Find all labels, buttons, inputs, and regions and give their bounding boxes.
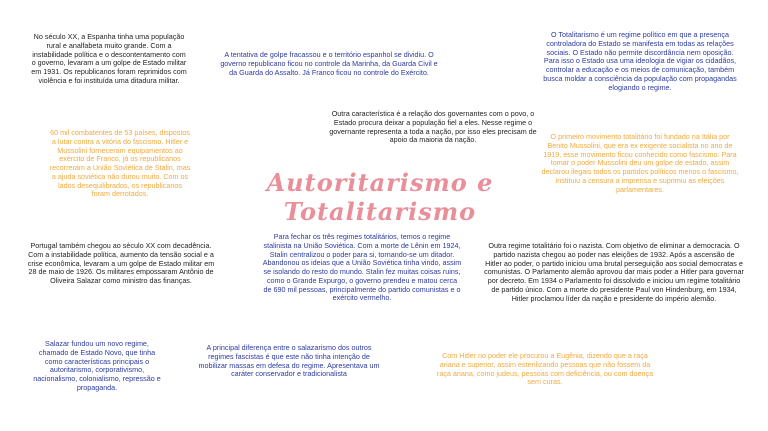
nazism-note: Outra regime totalitário foi o nazista. Com objetivo de eliminar a democracia. O partido nazista chegou ao poder nas eleições de 1932. Após a ascensão de Hitler ao poder, o partido iniciou uma brutal perseguição aos social democratas e comunistas. O Parlamento alemão aprovou dar mais poder a Hitler para governar por decreto. Em 1934 o Parlamento foi dissolvido e iniciou um regime totalitário de partido único. Com a morte do presidente Paul von Hindenburg, em 1934, Hitler proclamou líder da nação e presidente do império alemão. xyxy=(484,241,744,303)
estado-novo-note: Salazar fundou um novo regime, chamado de Estado Novo, que tinha como características principais o autoritarismo, corporativismo, nacionalismo, colonialismo, repressão e propaganda. xyxy=(33,339,161,392)
salazarism-difference-note: A principal diferença entre o salazarismo dos outros regimes fascistas é que este não tinha intenção de mobilizar massas em defesa do regime. Apresentava um caráter conservador e tradicionalista xyxy=(198,343,380,379)
totalitarianism-definition-note: O Totalitarismo é um regime político em que a presença controladora do Estado se manifesta em todas as relações sociais. O Estado não permite discordância nem oposição. Para isso o Estado usa uma ideologia de vigiar os cidadãos, controlar a educação e os meios de comunicação, também busca moldar a consciência da população com propagandas elogiando o regime. xyxy=(543,30,737,92)
stalinism-note: Para fechar os três regimes totalitários, temos o regime stalinista na União Soviética. Com a morte de Lênin em 1924, Stalin centralizou o poder para si, tornando-se um ditador. Abandonou os ideias que a União Soviética tinha vindo, assim se isolando do resto do mundo. Stalin fez muitas coisas ruins, como o Grande Expurgo, o governo prendeu e matou cerca de 690 mil pessoas, principalmente do partido comunistas e o exército vermelho. xyxy=(262,232,462,303)
spanish-civil-war-note: 60 mil combatentes de 53 países, dispostos a lutar contra a vitória do fascismo. Hitler e Mussolini forneceram equipamentos ao exército de Franco, já os republicanos recorreram a União Soviética de Stalin, mas a ajuda soviética não durou muito. Com os lados desequilibrados, os republicanos foram derrotados. xyxy=(49,128,191,199)
page-title: Autoritarismo e Totalitarismo xyxy=(266,168,494,226)
spain-coup-note: A tentativa de golpe fracassou e o território espanhol se dividiu. O governo republicano ficou no controle da Marinha, da Guarda Civil e da Guarda do Assalto. Já Franco ficou no controle do Exército. xyxy=(220,50,438,77)
fascism-italy-note: O primeiro movimento totalitário foi fundado na Itália por Benito Mussolini, que era ex exigente socialista no ano de 1919, esse movimento ficou conhecido como fascismo. Para tomar o poder Mussolini deu um golpe de estado, assim declarou ilegais todos os partidos políticos menos o fascismo, instituiu a censura a imprensa e suprimiu as eleições parlamentares. xyxy=(541,132,739,194)
governance-characteristic-note: Outra característica é a relação dos governantes com o povo, o Estado procura deixar a população fiel a eles. Nesse regime o governante representa a toda a nação, por isso eles precisam de apoio da maioria da nação. xyxy=(329,109,537,145)
spain-context-note: No século XX, a Espanha tinha uma população rural e analfabeta muito grande. Com a instabilidade política e o descontentamento com o governo, levaram a um golpe de Estado militar em 1931. Os republicanos foram reprimidos com violência e foi instituída uma ditadura militar. xyxy=(31,32,187,85)
portugal-coup-note: Portugal também chegou ao século XX com decadência. Com a instabilidade política, aumento da tensão social e a crise econômica, levaram a um golpe de Estado militar em 28 de maio de 1926. Os militares empossaram Antônio de Oliveira Salazar como ministro das finanças. xyxy=(27,241,215,286)
eugenics-note: Com Hitler no poder ele procurou a Eugênia, dizendo que a raça ariana e superior, assim esterilizando pessoas que não fossem da raça ariana, como judeus, pessoas com deficiência, ou com doença sem curas. xyxy=(436,351,654,387)
